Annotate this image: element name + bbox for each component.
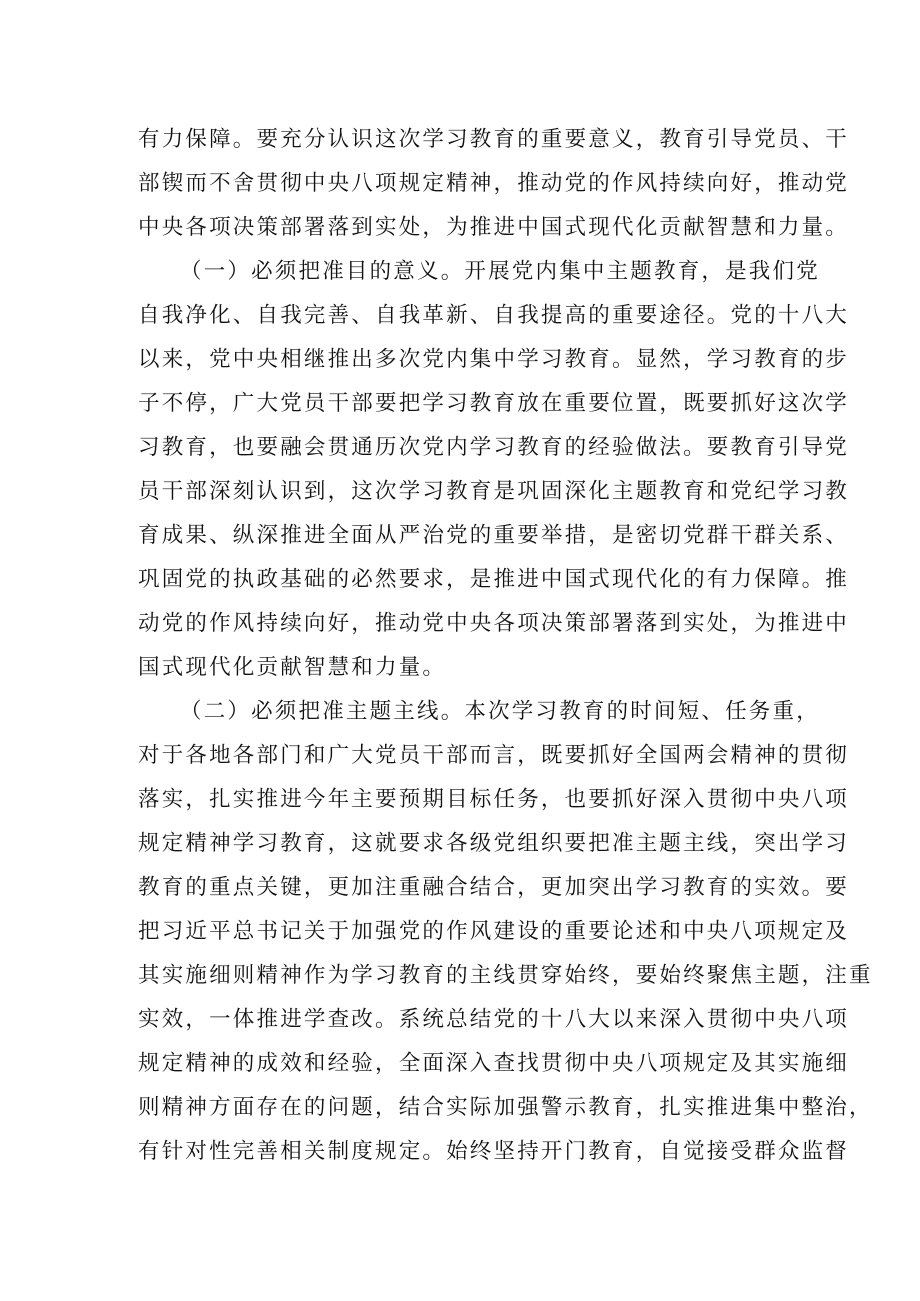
text-line: 则精神方面存在的问题，结合实际加强警示教育，扎实推进集中整治，	[138, 1095, 873, 1120]
text-line: 巩固党的执政基础的必然要求，是推进中国式现代化的有力保障。推	[138, 567, 850, 592]
text-line: 教育的重点关键，更加注重融合结合，更加突出学习教育的实效。要	[138, 875, 850, 900]
paragraph-heading-1: （一）必须把准目的意义。开展党内集中主题教育，是我们党	[180, 259, 820, 284]
text-line: 其实施细则精神作为学习教育的主线贯穿始终，要始终聚焦主题，注重	[138, 963, 873, 988]
paragraph-heading-2: （二）必须把准主题主线。本次学习教育的时间短、任务重，	[180, 699, 820, 724]
text-line: 有针对性完善相关制度规定。始终坚持开门教育，自觉接受群众监督	[138, 1139, 850, 1164]
text-line: 国式现代化贡献智慧和力量。	[138, 655, 447, 680]
text-line: 习教育，也要融会贯通历次党内学习教育的经验做法。要教育引导党	[138, 435, 850, 460]
text-line: 员干部深刻认识到，这次学习教育是巩固深化主题教育和党纪学习教	[138, 479, 850, 504]
text-line: 规定精神的成效和经验，全面深入查找贯彻中央八项规定及其实施细	[138, 1051, 850, 1076]
text-line: 自我净化、自我完善、自我革新、自我提高的重要途径。党的十八大	[138, 303, 850, 328]
text-line: 规定精神学习教育，这就要求各级党组织要把准主题主线，突出学习	[138, 831, 850, 856]
text-line: 把习近平总书记关于加强党的作风建设的重要论述和中央八项规定及	[138, 919, 850, 944]
text-line: 实效，一体推进学查改。系统总结党的十八大以来深入贯彻中央八项	[138, 1007, 850, 1032]
text-line: 中央各项决策部署落到实处，为推进中国式现代化贡献智慧和力量。	[138, 215, 850, 240]
text-line: 以来，党中央相继推出多次党内集中学习教育。显然，学习教育的步	[138, 347, 850, 372]
text-line: 子不停，广大党员干部要把学习教育放在重要位置，既要抓好这次学	[138, 391, 850, 416]
text-line: 育成果、纵深推进全面从严治党的重要举措，是密切党群干群关系、	[138, 523, 850, 548]
text-line: 对于各地各部门和广大党员干部而言，既要抓好全国两会精神的贯彻	[138, 743, 850, 768]
text-line: 部锲而不舍贯彻中央八项规定精神，推动党的作风持续向好，推动党	[138, 171, 850, 196]
text-line: 有力保障。要充分认识这次学习教育的重要意义，教育引导党员、干	[138, 127, 850, 152]
text-line: 动党的作风持续向好，推动党中央各项决策部署落到实处，为推进中	[138, 611, 850, 636]
text-line: 落实，扎实推进今年主要预期目标任务，也要抓好深入贯彻中央八项	[138, 787, 850, 812]
